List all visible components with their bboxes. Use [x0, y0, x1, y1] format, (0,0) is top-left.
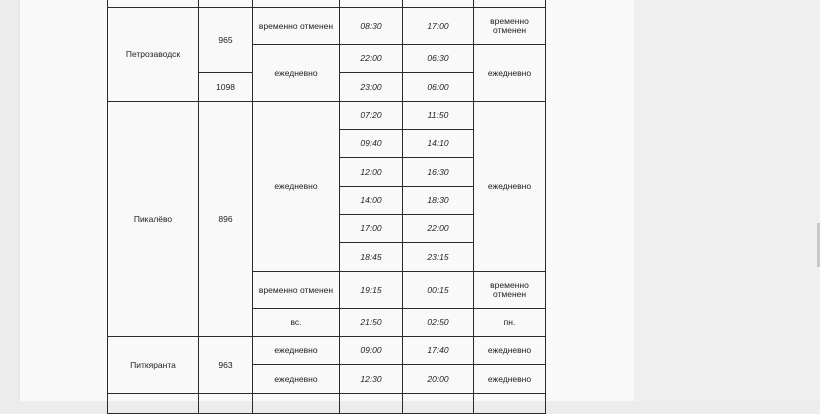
arrival-time: 18:30: [403, 187, 474, 215]
arrival-time: 17:00: [403, 8, 474, 45]
table-row: [108, 102, 546, 130]
days-cell: ежедневно: [253, 337, 340, 365]
arrival-time: 16:30: [403, 158, 474, 187]
city-cell: Пикалёво: [108, 102, 199, 337]
return-days-cell: временно отменен: [474, 272, 546, 309]
table-row: [108, 394, 546, 414]
days-cell: ежедневно: [253, 365, 340, 394]
arrival-time: 22:00: [403, 215, 474, 243]
arrival-time: 11:50: [403, 102, 474, 130]
route-number: 965: [199, 8, 253, 73]
table-row: [108, 8, 546, 45]
return-days-cell: ежедневно: [474, 45, 546, 102]
return-days-cell: ежедневно: [474, 365, 546, 394]
days-cell: вс.: [253, 309, 340, 337]
return-days-cell: ежедневно: [474, 102, 546, 272]
departure-time: 09:00: [340, 337, 403, 365]
days-cell: ежедневно: [253, 45, 340, 102]
return-days-cell: временно отменен: [474, 8, 546, 45]
arrival-time: 06:30: [403, 45, 474, 73]
arrival-time: 17:40: [403, 337, 474, 365]
arrival-time: 00:15: [403, 272, 474, 309]
schedule-table: [107, 0, 546, 414]
days-cell: временно отменен: [253, 272, 340, 309]
table-row: [108, 0, 546, 8]
return-days-cell: ежедневно: [474, 337, 546, 365]
arrival-time: 23:15: [403, 243, 474, 272]
arrival-time: 06:00: [403, 73, 474, 102]
departure-time: 14:00: [340, 187, 403, 215]
departure-time: 22:00: [340, 45, 403, 73]
arrival-time: 20:00: [403, 365, 474, 394]
route-number: 896: [199, 102, 253, 337]
departure-time: 23:00: [340, 73, 403, 102]
arrival-time: 14:10: [403, 130, 474, 158]
departure-time: 12:00: [340, 158, 403, 187]
departure-time: 18:45: [340, 243, 403, 272]
table-row: [108, 337, 546, 365]
days-cell: временно отменен: [253, 8, 340, 45]
city-cell: Петрозаводск: [108, 8, 199, 102]
days-cell: ежедневно: [253, 102, 340, 272]
arrival-time: 02:50: [403, 309, 474, 337]
right-sidebar: [634, 0, 820, 401]
city-cell: Питкяранта: [108, 337, 199, 394]
departure-time: 09:40: [340, 130, 403, 158]
departure-time: 12:30: [340, 365, 403, 394]
departure-time: 08:30: [340, 8, 403, 45]
route-number: 963: [199, 337, 253, 394]
route-number: 1098: [199, 73, 253, 102]
departure-time: 21:50: [340, 309, 403, 337]
return-days-cell: пн.: [474, 309, 546, 337]
departure-time: 17:00: [340, 215, 403, 243]
departure-time: 07:20: [340, 102, 403, 130]
departure-time: 19:15: [340, 272, 403, 309]
